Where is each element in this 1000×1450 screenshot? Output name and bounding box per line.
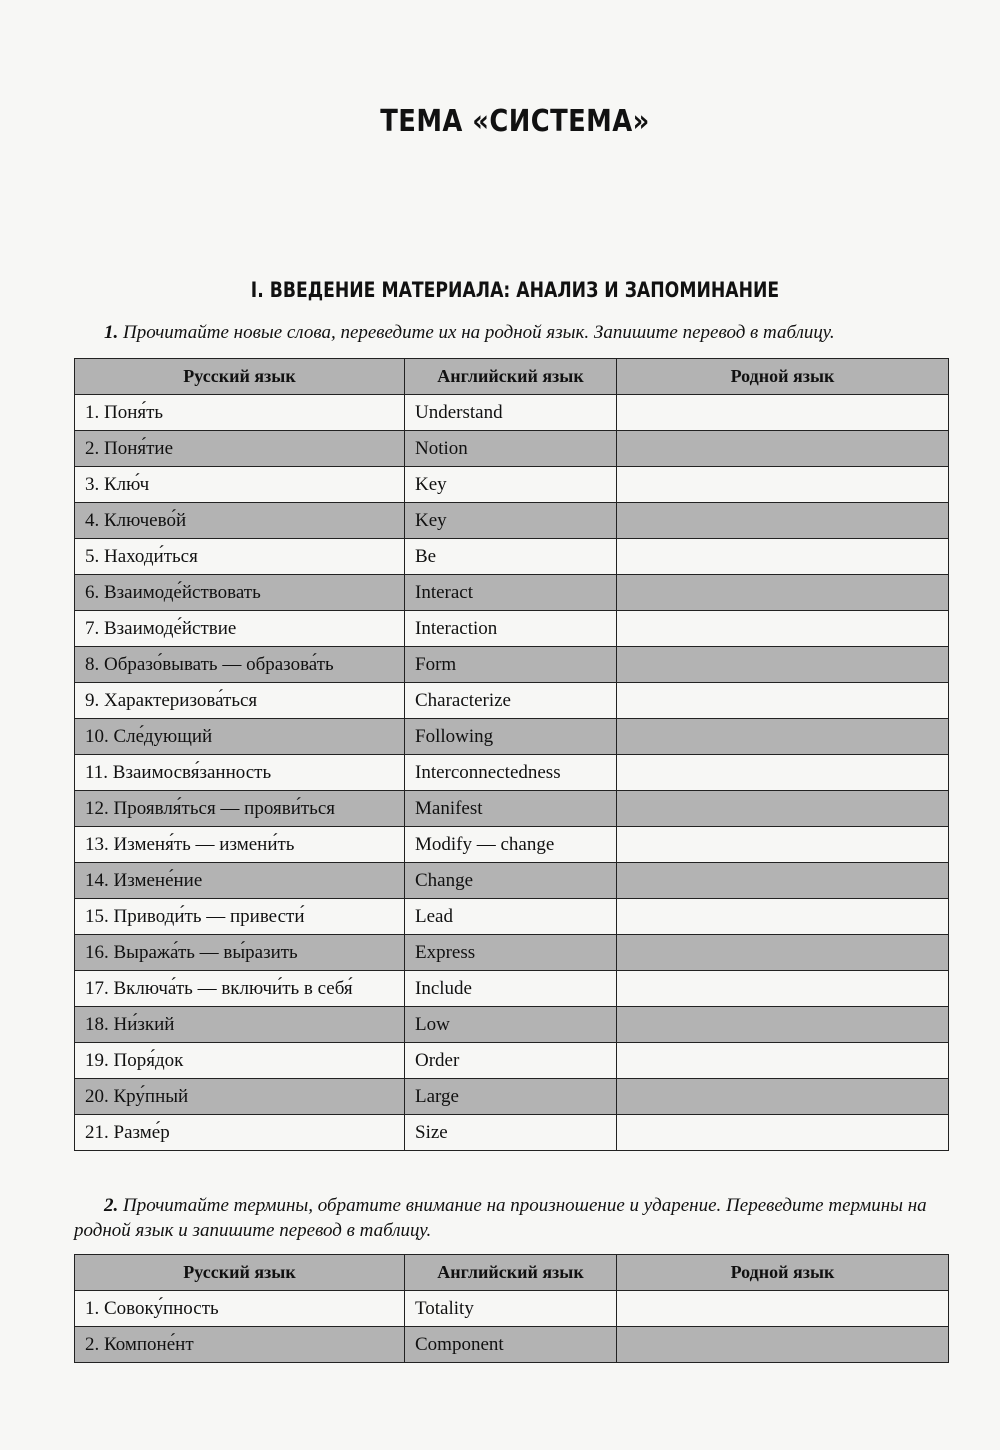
cell-english: Manifest bbox=[405, 791, 617, 827]
table-row bbox=[75, 827, 949, 863]
exercise-2-text: Прочитайте термины, обратите внимание на произношение и ударение. Переведите термины на родной язык и запишите перевод в таблицу. bbox=[74, 1195, 927, 1241]
cell-russian: 5. Находи́ться bbox=[75, 539, 405, 575]
cell-native-input[interactable] bbox=[617, 827, 949, 863]
table-row bbox=[75, 683, 949, 719]
exercise-1-text: Прочитайте новые слова, переведите их на родной язык. Запишите перевод в таблицу. bbox=[123, 322, 835, 343]
table-row bbox=[75, 431, 949, 467]
table-row bbox=[75, 719, 949, 755]
table-row bbox=[75, 899, 949, 935]
table-row bbox=[75, 1115, 949, 1151]
table-row bbox=[75, 647, 949, 683]
cell-russian: 11. Взаимосвя́занность bbox=[75, 755, 405, 791]
table-row bbox=[75, 791, 949, 827]
cell-english: Key bbox=[405, 467, 617, 503]
cell-native-input[interactable] bbox=[617, 539, 949, 575]
table-row bbox=[75, 539, 949, 575]
cell-russian: 21. Разме́р bbox=[75, 1115, 405, 1151]
table-row bbox=[75, 1007, 949, 1043]
cell-native-input[interactable] bbox=[617, 575, 949, 611]
cell-native-input[interactable] bbox=[617, 647, 949, 683]
column-header-russian: Русский язык bbox=[75, 359, 405, 395]
cell-russian: 1. Поня́ть bbox=[75, 395, 405, 431]
cell-russian: 19. Поря́док bbox=[75, 1043, 405, 1079]
cell-english: Notion bbox=[405, 431, 617, 467]
section-title: I. ВВЕДЕНИЕ МАТЕРИАЛА: АНАЛИЗ И ЗАПОМИНАНИЕ bbox=[250, 278, 780, 302]
cell-russian: 18. Ни́зкий bbox=[75, 1007, 405, 1043]
cell-english: Following bbox=[405, 719, 617, 755]
table-row bbox=[75, 611, 949, 647]
column-header-english: Английский язык bbox=[405, 1255, 617, 1291]
cell-native-input[interactable] bbox=[617, 1079, 949, 1115]
cell-russian: 15. Приводи́ть — привести́ bbox=[75, 899, 405, 935]
cell-english: Large bbox=[405, 1079, 617, 1115]
cell-russian: 20. Кру́пный bbox=[75, 1079, 405, 1115]
table-row bbox=[75, 1327, 949, 1363]
cell-russian: 3. Клю́ч bbox=[75, 467, 405, 503]
exercise-2-table bbox=[74, 1254, 949, 1363]
cell-native-input[interactable] bbox=[617, 971, 949, 1007]
cell-english: Understand bbox=[405, 395, 617, 431]
cell-russian: 2. Поня́тие bbox=[75, 431, 405, 467]
cell-russian: 6. Взаимоде́йствовать bbox=[75, 575, 405, 611]
cell-english: Size bbox=[405, 1115, 617, 1151]
cell-native-input[interactable] bbox=[617, 1043, 949, 1079]
cell-english: Express bbox=[405, 935, 617, 971]
cell-english: Low bbox=[405, 1007, 617, 1043]
cell-native-input[interactable] bbox=[617, 683, 949, 719]
cell-russian: 14. Измене́ние bbox=[75, 863, 405, 899]
cell-native-input[interactable] bbox=[617, 467, 949, 503]
cell-english: Form bbox=[405, 647, 617, 683]
table-row bbox=[75, 1043, 949, 1079]
cell-english: Totality bbox=[405, 1291, 617, 1327]
cell-english: Interaction bbox=[405, 611, 617, 647]
cell-english: Order bbox=[405, 1043, 617, 1079]
cell-english: Modify — change bbox=[405, 827, 617, 863]
table-row bbox=[75, 755, 949, 791]
page-title: ТЕМА «СИСТЕМА» bbox=[380, 104, 650, 139]
exercise-2-number: 2. bbox=[104, 1195, 119, 1216]
cell-russian: 8. Образо́вывать — образова́ть bbox=[75, 647, 405, 683]
cell-russian: 9. Характеризова́ться bbox=[75, 683, 405, 719]
cell-native-input[interactable] bbox=[617, 791, 949, 827]
column-header-english: Английский язык bbox=[405, 359, 617, 395]
cell-native-input[interactable] bbox=[617, 935, 949, 971]
table-row bbox=[75, 575, 949, 611]
cell-russian: 17. Включа́ть — включи́ть в себя́ bbox=[75, 971, 405, 1007]
table-header-row bbox=[75, 359, 949, 395]
cell-native-input[interactable] bbox=[617, 755, 949, 791]
table-row bbox=[75, 1079, 949, 1115]
cell-english: Component bbox=[405, 1327, 617, 1363]
cell-native-input[interactable] bbox=[617, 863, 949, 899]
table-row bbox=[75, 503, 949, 539]
cell-native-input[interactable] bbox=[617, 1291, 949, 1327]
cell-english: Be bbox=[405, 539, 617, 575]
table-row bbox=[75, 395, 949, 431]
cell-english: Characterize bbox=[405, 683, 617, 719]
table-header-row bbox=[75, 1255, 949, 1291]
cell-russian: 7. Взаимоде́йствие bbox=[75, 611, 405, 647]
cell-native-input[interactable] bbox=[617, 503, 949, 539]
table-row bbox=[75, 971, 949, 1007]
cell-russian: 13. Изменя́ть — измени́ть bbox=[75, 827, 405, 863]
exercise-2-instruction bbox=[74, 1193, 948, 1243]
cell-english: Interconnectedness bbox=[405, 755, 617, 791]
cell-russian: 16. Выража́ть — вы́разить bbox=[75, 935, 405, 971]
column-header-russian: Русский язык bbox=[75, 1255, 405, 1291]
column-header-native: Родной язык bbox=[617, 1255, 949, 1291]
cell-english: Include bbox=[405, 971, 617, 1007]
cell-native-input[interactable] bbox=[617, 611, 949, 647]
cell-english: Change bbox=[405, 863, 617, 899]
exercise-1-number: 1. bbox=[104, 322, 119, 343]
cell-native-input[interactable] bbox=[617, 899, 949, 935]
cell-native-input[interactable] bbox=[617, 1115, 949, 1151]
cell-native-input[interactable] bbox=[617, 431, 949, 467]
exercise-1-instruction bbox=[74, 320, 948, 345]
cell-english: Key bbox=[405, 503, 617, 539]
cell-russian: 1. Совоку́пность bbox=[75, 1291, 405, 1327]
cell-russian: 2. Компоне́нт bbox=[75, 1327, 405, 1363]
table-row bbox=[75, 935, 949, 971]
table-row bbox=[75, 863, 949, 899]
cell-native-input[interactable] bbox=[617, 1007, 949, 1043]
column-header-native: Родной язык bbox=[617, 359, 949, 395]
cell-native-input[interactable] bbox=[617, 719, 949, 755]
cell-russian: 4. Ключево́й bbox=[75, 503, 405, 539]
cell-english: Lead bbox=[405, 899, 617, 935]
table-row bbox=[75, 467, 949, 503]
exercise-1-table bbox=[74, 358, 949, 1151]
cell-russian: 12. Проявля́ться — прояви́ться bbox=[75, 791, 405, 827]
cell-native-input[interactable] bbox=[617, 395, 949, 431]
cell-english: Interact bbox=[405, 575, 617, 611]
cell-native-input[interactable] bbox=[617, 1327, 949, 1363]
table-row bbox=[75, 1291, 949, 1327]
cell-russian: 10. Сле́дующий bbox=[75, 719, 405, 755]
